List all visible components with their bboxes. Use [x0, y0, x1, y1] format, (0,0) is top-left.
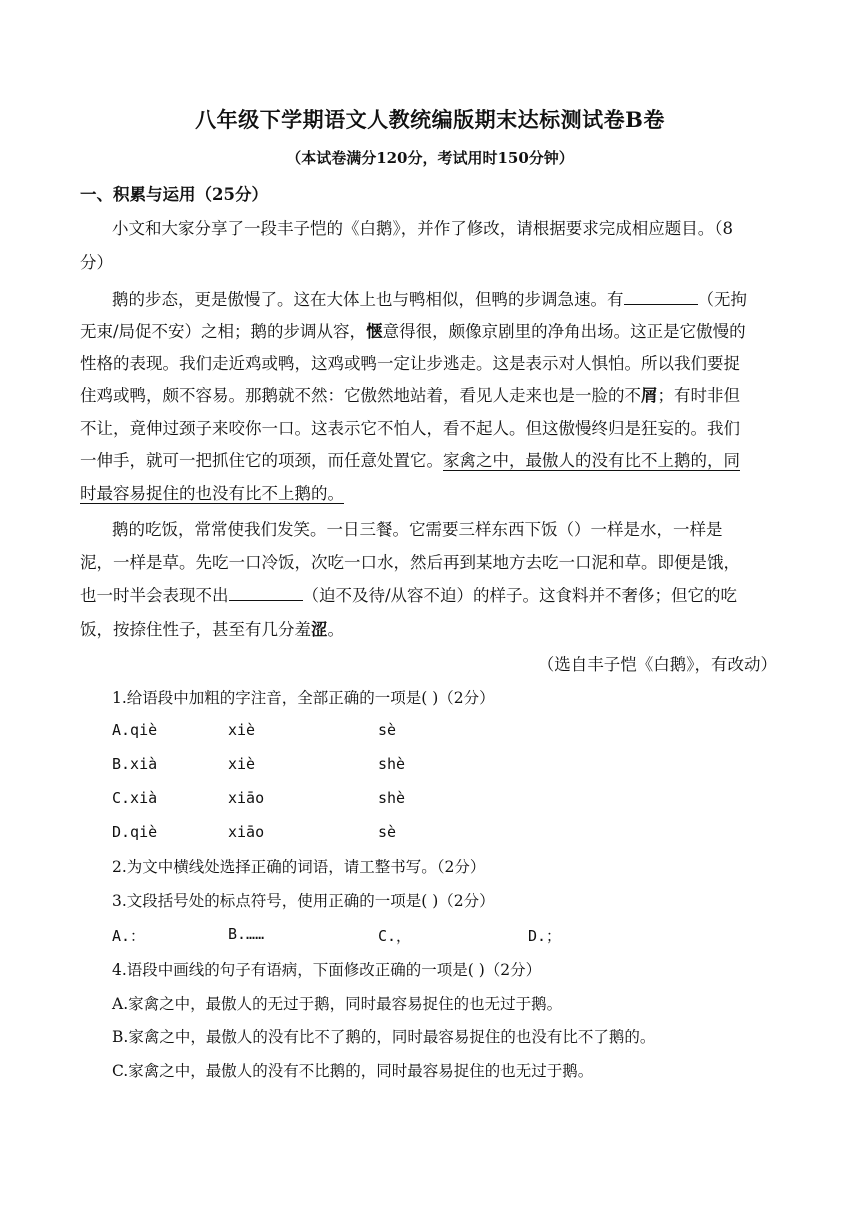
question-1: 1.给语段中加粗的字注音，全部正确的一项是( )（2分）: [112, 689, 495, 707]
bold-char: 屑: [641, 386, 658, 405]
question-2: 2.为文中横线处选择正确的词语，请工整书写。（2分）: [112, 858, 486, 876]
passage-line: 泥，一样是草。先吃一口冷饭，次吃一口水，然后再到某地方去吃一口泥和草。即便是饿，: [80, 553, 740, 572]
passage-line: [80, 582, 780, 606]
q1-option-a-2: xiè: [228, 721, 256, 739]
q1-option-c-3: shè: [378, 789, 406, 807]
q1-option-a-3: sè: [378, 721, 397, 739]
q1-option-c: C.xià: [112, 789, 158, 807]
q3-option-a: A.：: [112, 927, 146, 945]
passage-line: [80, 382, 780, 406]
text-span: 意得很，颇像京剧里的净角出场。这正是它傲慢的: [382, 322, 746, 341]
text-span: ；有时非但: [657, 386, 740, 405]
text-span: 饭，按捺住性子，甚至有几分羞: [80, 620, 311, 639]
bold-char: 惬: [366, 322, 383, 341]
passage-line: [80, 318, 780, 342]
text-span: 一伸手，就可一把抓住它的项颈，而任意处置它。: [80, 451, 443, 470]
passage-line: 鹅的吃饭，常常使我们发笑。一日三餐。它需要三样东西下饭（）一样是水，一样是: [112, 520, 723, 539]
text-span: （无拘: [697, 290, 747, 309]
q1-option-b-3: shè: [378, 755, 406, 773]
text-span: 住鸡或鸭，颇不容易。那鹅就不然：它傲然地站着，看见人走来也是一脸的不: [80, 386, 641, 405]
intro-line-1: 小文和大家分享了一段丰子恺的《白鹅》，并作了修改，请根据要求完成相应题目。（8: [112, 219, 733, 238]
underlined-sentence: 家禽之中，最傲人的没有比不上鹅的，同: [443, 451, 740, 470]
q3-option-c: C.，: [378, 927, 412, 945]
q1-option-d-2: xiāo: [228, 823, 265, 841]
q4-option-b: B.家禽之中，最傲人的没有比不了鹅的，同时最容易捉住的也没有比不了鹅的。: [112, 1028, 656, 1046]
q1-option-a: A.qiè: [112, 721, 158, 739]
question-4: 4.语段中画线的句子有语病，下面修改正确的一项是( )（2分）: [112, 961, 542, 979]
q4-option-a: A.家禽之中，最傲人的无过于鹅，同时最容易捉住的也无过于鹅。: [112, 995, 563, 1013]
q3-option-b: B.……: [228, 925, 265, 943]
passage-line: [112, 286, 812, 310]
passage-line: 不让，竟伸过颈子来咬你一口。这表示它不怕人，看不起人。但这傲慢终归是狂妄的。我们: [80, 419, 740, 438]
source-citation: （选自丰子恺《白鹅》，有改动）: [537, 655, 777, 674]
text-span: （迫不及待/从容不迫）的样子。这食料并不奢侈；但它的吃: [302, 586, 738, 605]
q1-option-c-2: xiāo: [228, 789, 265, 807]
passage-line: 性格的表现。我们走近鸡或鸭，这鸡或鸭一定让步逃走。这是表示对人惧怕。所以我们要捉: [80, 354, 740, 373]
text-span: 。: [327, 620, 344, 639]
text-span: 无束/局促不安）之相；鹅的步调从容，: [80, 322, 367, 341]
q1-option-b: B.xià: [112, 755, 158, 773]
page-subtitle: （本试卷满分120分，考试用时150分钟）: [286, 149, 574, 167]
question-3: 3.文段括号处的标点符号，使用正确的一项是( )（2分）: [112, 892, 495, 910]
q1-option-d-3: sè: [378, 823, 397, 841]
q3-option-d: D.；: [528, 927, 562, 945]
q1-option-b-2: xiè: [228, 755, 256, 773]
page-title: 八年级下学期语文人教统编版期末达标测试卷B卷: [195, 107, 665, 132]
passage-line: [80, 616, 780, 640]
section-heading: 一、积累与运用（25分）: [80, 185, 268, 204]
q4-option-c: C.家禽之中，最傲人的没有不比鹅的，同时最容易捉住的也无过于鹅。: [112, 1062, 594, 1080]
intro-line-2: 分）: [80, 253, 113, 272]
underlined-sentence: 时最容易捉住的也没有比不上鹅的。: [80, 484, 344, 503]
text-span: 鹅的步态，更是傲慢了。这在大体上也与鸭相似，但鸭的步调急速。有: [112, 290, 624, 309]
text-span: 也一时半会表现不出: [80, 586, 229, 605]
q1-option-d: D.qiè: [112, 823, 158, 841]
passage-line: [80, 480, 780, 504]
bold-char: 涩: [311, 620, 328, 639]
fill-blank: [624, 290, 698, 305]
passage-line: [80, 447, 780, 471]
fill-blank: [229, 586, 303, 601]
